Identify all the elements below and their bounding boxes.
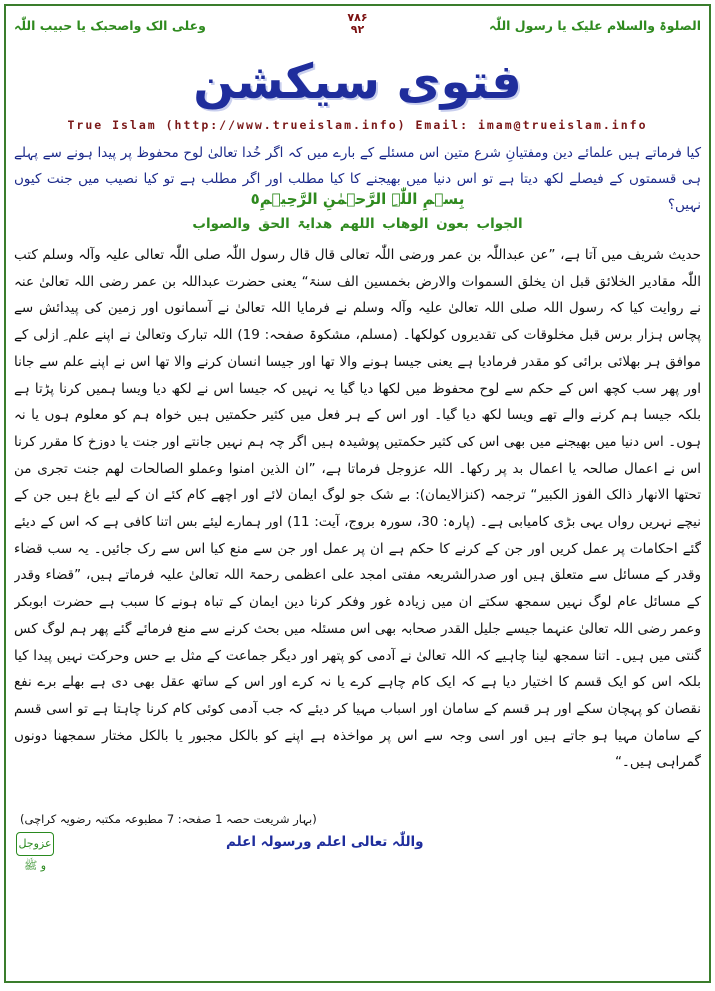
reference-citation: (بہار شریعت حصہ 1 صفحہ: 7 مطبوعہ مکتبہ رضویہ کراچی)	[20, 812, 317, 826]
fatwa-number	[347, 12, 367, 36]
fatwa-number-main: ۷۸۶	[347, 11, 368, 24]
answer-heading: الجواب بعون الوھاب اللھم ھدایۃ الحق والصواب	[192, 216, 523, 232]
calligraphy-seal-icon: عزوجل و ﷺ	[16, 832, 54, 856]
answer-text: حدیث شریف میں آتا ہے، ”عن عبداللّٰہ بن عمر ورضی اللّٰہ تعالی قال قال رسول اللّٰہ صلی اللّٰہ تعالی علیہ وآلہ وسلم کتب اللّٰہ مقادیر الخلائق قبل ان یخلق السموات والارض بخمسین الف سنۃ“ یعنی حضرت عبداللہ بن عمر رضی اللہ تعالیٰ عنہ نے روایت کیا کہ رسول اللہ صلی اللہ تعالیٰ علیہ وآلہ وسلم نے فرمایا اللہ تعالیٰ نے آسمانوں اور زمین کی پیدائش سے پچاس ہزار برس قبل مخلوقات کی تقدیروں کولکھا۔ (مسلم، مشکوۃ صفحہ: 19) اللہ تبارک وتعالیٰ نے اپنے علم ِ ازلی کے موافق ہر بھلائی برائی کو مقدر فرمادیا ہے یعنی جیسا ہونے والا تھا اور جیسا انسان کرنے والا تھا اس نے اپنے علم سے جانا اور پھر سب کچھ اس کے حکم سے لوح محفوظ میں لکھا دیا گیا یہ نہیں کہ جیسا اس نے لکھ دیا ویسا ہمیں کرنا پڑتا ہے بلکہ جیسا ہم کرنے والے تھے ویسا لکھ دیا گیا۔ اور اس کے ہر فعل میں کثیر حکمتیں ہیں خواہ ہم کو معلوم ہوں یا نہ ہوں۔ اس دنیا میں بھیجنے میں بھی اس کی کثیر حکمتیں پوشیدہ ہیں اگر چہ ہم نہیں جانتے اور جنت یا دوزخ کا مقرر کرنا اس نے اعمال صالحہ یا اعمال بد پر رکھا۔ اللہ عزوجل فرماتا ہے، ”ان الذین امنوا وعملو الصالحات لھم جنت تجری من تحتھا الانھار ذالک الفوز الکبیر“ ترجمہ (کنزالایمان): بے شک جو لوگ ایمان لائے اور اچھے کام کئے ان کے لیے باغ ہیں جن کے نیچے نہریں رواں یہی بڑی کامیابی ہے۔ (پارہ: 30، سورہ بروج، آیت: 11) اور ہمارے لیئے بس اتنا کافی ہے کہ اس کے دیئے گئے احکامات پر عمل کریں اور جن کے کرنے کا حکم ہے ان پر عمل اور جن سے منع کیا اس سے رک جائیں۔ یہ سب قضاء وقدر کے مسائل سے متعلق ہیں اور صدرالشریعہ مفتی امجد علی اعظمی رحمۃ اللہ تعالیٰ علیہ فرماتے ہیں، ”قضاء وقدر کے مسائل عام لوگ نہیں سمجھ سکتے ان میں زیادہ غور وفکر کرنا دین ایمان کے تباہ ہونے کا سبب ہے حضرت ابوبکر وعمر رضی اللہ تعالیٰ عنہما جیسے جلیل القدر صحابہ بھی اس مسئلہ میں بحث کرنے سے منع فرمائے گئے پھر ہم لوگ کس گنتی میں ہیں۔ اتنا سمجھ لینا چاہیے کہ اللہ تعالیٰ نے آدمی کو پتھر اور دیگر جماعت کے مثل بے حس وحرکت نہیں پیدا کیا بلکہ اس کو ایک قسم کا اختیار دیا ہے کہ ایک کام چاہے کرے یا نہ کرے اور اس کے ساتھ عقل بھی دی ہے بھلے برے نفع نقصان کو پہچان سکے اور ہر قسم کے سامان اور اسباب مہیا کر دیئے کہ جب آدمی کوئی کام کرنا چاہتا ہے تو اسی قسم کے سامان مہیا ہو جاتے ہیں اور اسی وجہ سے اس پر مواخذہ ہے اپنے کو بالکل مجبور یا بالکل مختار سمجھنا دونوں گمراہی ہیں۔“	[14, 247, 701, 771]
bismillah: بِسۡمِ اللّٰہِ الرَّحۡمٰنِ الرَّحِیۡمِ٥	[250, 190, 465, 208]
salutation-left: وعلی الک واصحبک یا حبیب اللّٰہ	[14, 18, 206, 33]
question-text: کیا فرماتے ہیں علمائے دین ومفتیانِ شرع متین اس مسئلے کے بارے میں کہ اگر خُدا تعالیٰ لوح محفوظ پر پیدا ہونے سے پہلے ہی قسمتوں کے فیصلے لکھ دیتا ہے تو اس دنیا میں بھیجنے کا کیا مطلب اور اگر مطلب ہے تو کیا نصیب میں جنت کیوں نہیں؟	[14, 145, 701, 213]
header	[14, 12, 701, 48]
fatwa-number-sub: ۹۲	[350, 23, 365, 36]
closing-phrase: واللّٰہ تعالی اعلم ورسولہ اعلم	[226, 834, 424, 850]
salutation-right: الصلوۃ والسلام علیک یا رسول اللّٰہ	[489, 18, 701, 33]
page-title: فتوی سیکشن	[193, 54, 522, 110]
closing-row	[6, 832, 709, 872]
contact-line: True Islam (http://www.trueislam.info) Email: imam@trueislam.info	[67, 118, 648, 132]
fatwa-document	[4, 4, 711, 983]
